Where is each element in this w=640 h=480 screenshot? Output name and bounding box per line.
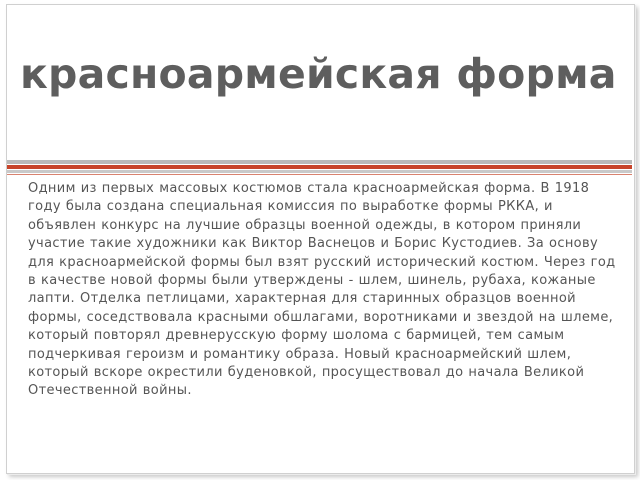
divider-grey-top	[7, 160, 632, 164]
divider-red-thin	[7, 174, 632, 175]
slide-body-text: Одним из первых массовых костюмов стала красноармейская форма. В 1918 году была создана специальная комиссия по выработке формы РККА, и объявлен конкурс на лучшие образцы военной одежды, в котором приняли участие такие художники как Виктор Васнецов и Борис Кустодиев. За основу для красноармейской формы был взят русский исторический костюм. Через год в качестве новой формы были утверждены - шлем, шинель, рубаха, кожаные лапти. Отделка петлицами, характерная для старинных образцов военной формы, соседствовала красными обшлагами, воротниками и звездой на шлеме, который повторял древнерусскую форму шолома с бармицей, тем самым подчеркивая героизм и романтику образа. Новый красноармейский шлем, который вскоре окрестили буденовкой, просуществовал до начала Великой Отечественной войны.	[28, 181, 616, 399]
divider-red	[7, 165, 632, 169]
divider-grey-bottom	[7, 170, 632, 173]
slide-title: красноармейская форма	[20, 50, 617, 98]
